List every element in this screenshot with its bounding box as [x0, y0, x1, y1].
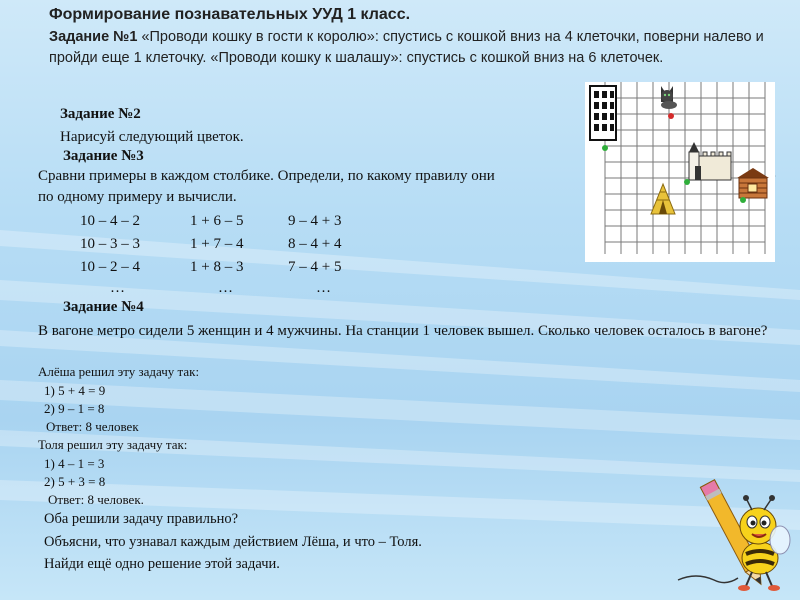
- alesha-answer: Ответ: 8 человек: [46, 419, 139, 434]
- task3-text-line1: Сравни примеры в каждом столбике. Определи, по какому правилу они: [38, 168, 495, 184]
- task3-col3-ellipsis: …: [316, 280, 331, 296]
- cat-start-dot: [668, 113, 674, 119]
- path-dot-castle: [684, 179, 690, 185]
- tolya-answer: Ответ: 8 человек.: [48, 492, 144, 507]
- bee-mascot-icon: [676, 468, 794, 598]
- path-dot-left: [602, 145, 608, 151]
- task3-col2-row3: 1 + 8 – 3: [190, 259, 244, 275]
- task2-text: Нарисуй следующий цветок.: [60, 129, 244, 145]
- task2-label: Задание №2: [60, 106, 141, 122]
- task3-col3-row3: 7 – 4 + 5: [288, 259, 342, 275]
- task3-col2-row1: 1 + 6 – 5: [190, 213, 244, 229]
- alesha-step-1: 1) 5 + 4 = 9: [44, 383, 106, 398]
- castle-icon: [689, 142, 731, 180]
- task3-col1-row3: 10 – 2 – 4: [80, 259, 140, 275]
- task3-text-line2: по одному примеру и вычисли.: [38, 189, 237, 205]
- tolya-step-1: 1) 4 – 1 = 3: [44, 456, 105, 471]
- task3-col2-row2: 1 + 7 – 4: [190, 236, 244, 252]
- task3-col1-row1: 10 – 4 – 2: [80, 213, 140, 229]
- question-2: Объясни, что узнавал каждым действием Лёша, и что – Толя.: [44, 534, 422, 550]
- alesha-step-2: 2) 9 – 1 = 8: [44, 401, 105, 416]
- house-icon: [737, 168, 769, 198]
- task3-label: Задание №3: [63, 148, 144, 164]
- task3-col1-row2: 10 – 3 – 3: [80, 236, 140, 252]
- task3-col2-ellipsis: …: [218, 280, 233, 296]
- path-dot-house: [740, 197, 746, 203]
- building-icon: [590, 86, 616, 140]
- task1-text: [49, 27, 789, 69]
- grid-map-svg: [585, 82, 775, 262]
- task4-problem: В вагоне метро сидели 5 женщин и 4 мужчины. На станции 1 человек вышел. Сколько человек осталось в вагоне?: [38, 323, 768, 339]
- question-3: Найди ещё одно решение этой задачи.: [44, 556, 280, 572]
- task1-label: Задание №1: [49, 29, 138, 45]
- task3-col3-row1: 9 – 4 + 3: [288, 213, 342, 229]
- task3-col3-row2: 8 – 4 + 4: [288, 236, 342, 252]
- task4-label: Задание №4: [63, 299, 144, 315]
- page-title: Формирование познавательных УУД 1 класс.: [49, 6, 411, 23]
- alesha-intro: Алёша решил эту задачу так:: [38, 364, 200, 379]
- tolya-intro: Толя решил эту задачу так:: [38, 437, 188, 452]
- grid-map: [585, 82, 775, 262]
- tolya-step-2: 2) 5 + 3 = 8: [44, 474, 106, 489]
- task1-body: «Проводи кошку в гости к королю»: спустись с кошкой вниз на 4 клеточки, поверни налево и пройди еще 1 клеточку. «Проводи кошку к шалашу»: спустись с кошкой вниз на 6 клеточек.: [49, 29, 764, 66]
- hut-icon: [651, 184, 675, 214]
- task3-col1-ellipsis: …: [110, 280, 125, 296]
- question-1: Оба решили задачу правильно?: [44, 511, 239, 527]
